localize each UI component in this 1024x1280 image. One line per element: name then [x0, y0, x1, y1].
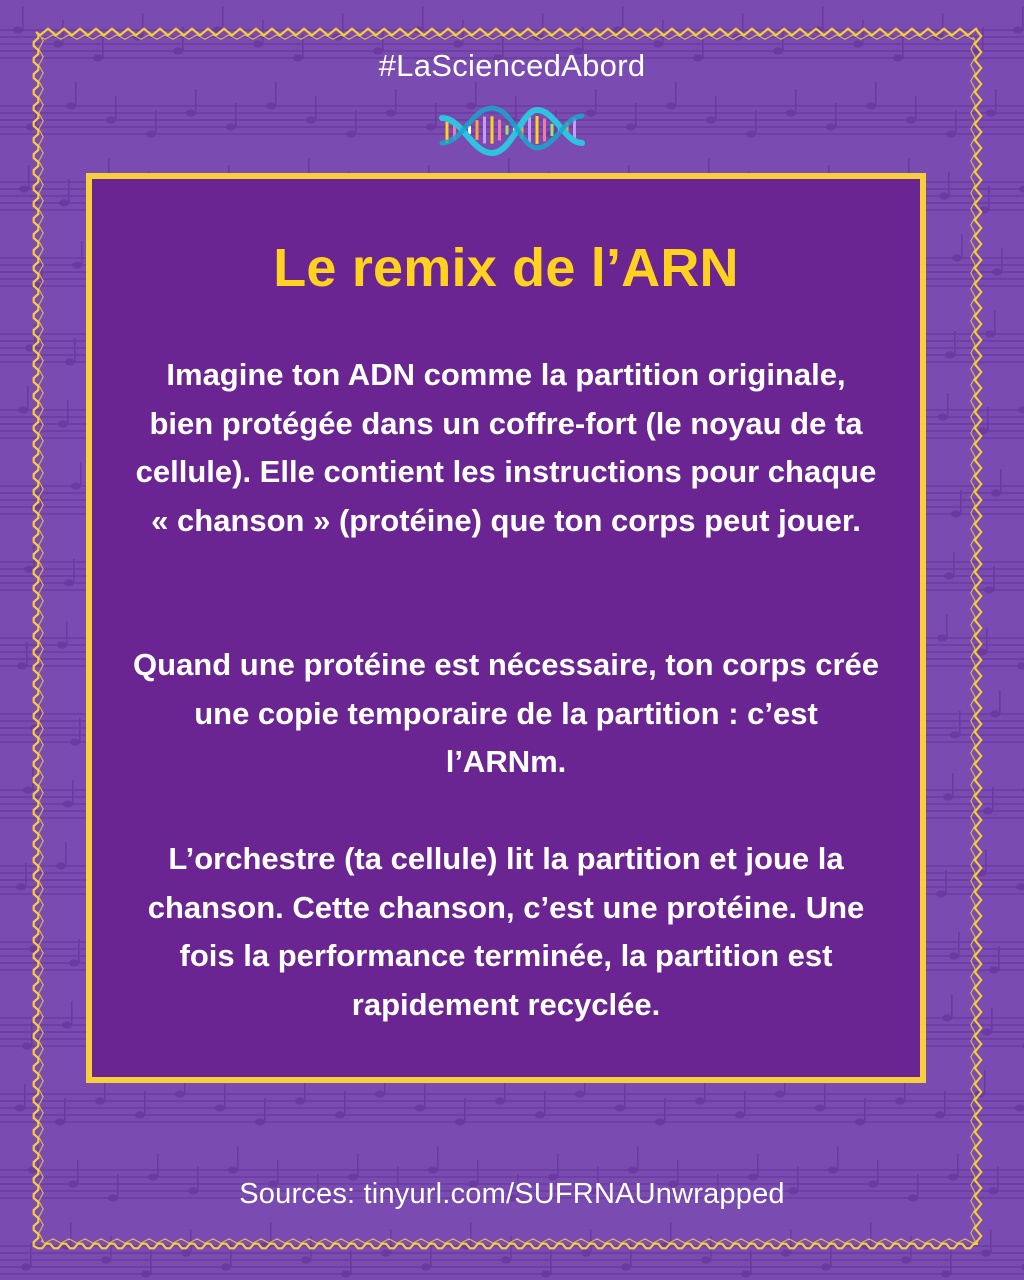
paragraph-dna-analogy: Imagine ton ADN comme la partition originale, bien protégée dans un coffre-fort (le noyau de ta cellule). Elle contient les instructions pour chaque « chanson » (protéine) que ton corps peut jouer.	[135, 357, 877, 538]
sources-link[interactable]: Sources: tinyurl.com/SUFRNAUnwrapped	[239, 1178, 785, 1210]
hashtag-label: #LaSciencedAbord	[378, 48, 646, 83]
paragraph-mrna-copy: Quand une protéine est nécessaire, ton corps crée une copie temporaire de la partition : c’est l’ARNm.	[133, 647, 879, 779]
dna-helix-icon	[437, 98, 587, 160]
info-card	[86, 173, 926, 1083]
paragraph-orchestre: L’orchestre (ta cellule) lit la partition et joue la chanson. Cette chanson, c’est une protéine. Une fois la performance terminée, la partition est rapidement recyclée.	[147, 841, 865, 1022]
card-title: Le remix de l’ARN	[273, 238, 739, 298]
